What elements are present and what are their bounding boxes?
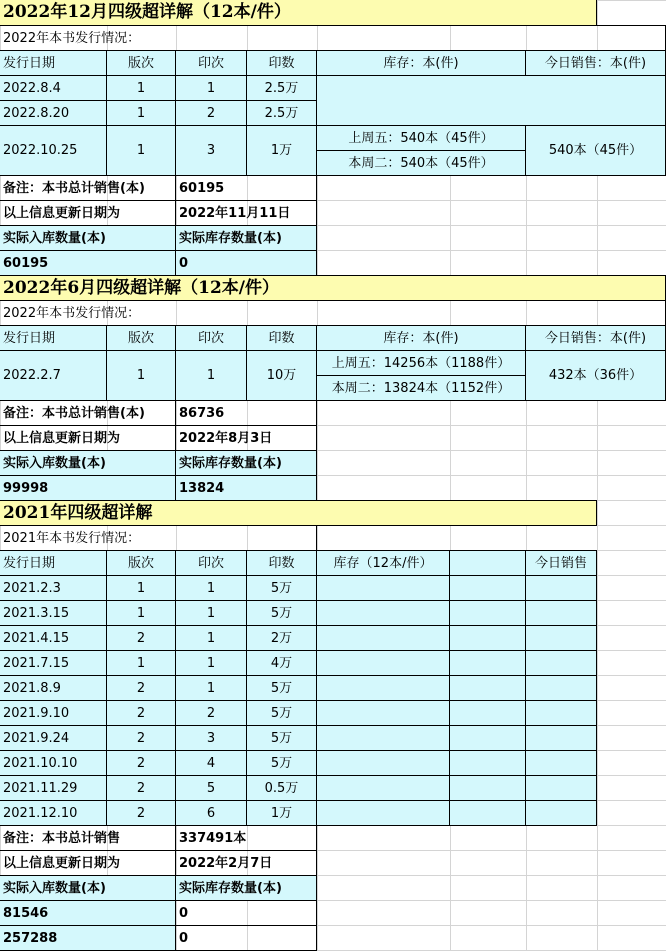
blank-cell xyxy=(525,600,597,626)
edition-cell: 1 xyxy=(106,100,176,126)
date-cell: 2022.8.4 xyxy=(0,75,107,101)
print-cell: 1 xyxy=(175,350,247,401)
blank-cell xyxy=(449,575,526,601)
sales-cell: 540本（45件） xyxy=(525,125,666,176)
header-cell: 印数 xyxy=(246,325,317,351)
edition-cell: 1 xyxy=(106,350,176,401)
update-value: 2022年11月11日 xyxy=(175,200,317,226)
edition-cell: 2 xyxy=(106,675,176,701)
edition-cell: 2 xyxy=(106,800,176,826)
print-cell: 1 xyxy=(175,650,247,676)
quantity-cell: 5万 xyxy=(246,600,317,626)
quantity-cell: 0.5万 xyxy=(246,775,317,801)
print-cell: 1 xyxy=(175,575,247,601)
print-cell: 1 xyxy=(175,75,247,101)
blank-cell xyxy=(525,650,597,676)
edition-cell: 1 xyxy=(106,575,176,601)
header-cell: 发行日期 xyxy=(0,50,107,76)
edition-cell: 2 xyxy=(106,625,176,651)
print-cell: 1 xyxy=(175,675,247,701)
quantity-cell: 5万 xyxy=(246,725,317,751)
section-title: 2022年6月四级超详解（12本/件） xyxy=(0,275,666,301)
section-subtitle: 2022年本书发行情况： xyxy=(0,300,666,326)
note-label: 备注：本书总计销售(本) xyxy=(0,400,176,426)
note-label: 备注：本书总计销售(本) xyxy=(0,175,176,201)
quantity-cell: 5万 xyxy=(246,675,317,701)
in-value: 257288 xyxy=(0,925,176,951)
stock-cell: 上周五：540本（45件） xyxy=(316,125,526,151)
update-label: 以上信息更新日期为 xyxy=(0,200,176,226)
note-label: 备注：本书总计销售 xyxy=(0,825,176,851)
quantity-cell: 2万 xyxy=(246,625,317,651)
date-cell: 2021.12.10 xyxy=(0,800,107,826)
blank-cell xyxy=(449,775,526,801)
date-cell: 2021.7.15 xyxy=(0,650,107,676)
edition-cell: 1 xyxy=(106,600,176,626)
quantity-cell: 1万 xyxy=(246,800,317,826)
blank-cell xyxy=(525,775,597,801)
blank-cell xyxy=(525,575,597,601)
print-cell: 1 xyxy=(175,625,247,651)
header-cell: 版次 xyxy=(106,550,176,576)
blank-cell xyxy=(525,800,597,826)
in-value: 60195 xyxy=(0,250,176,276)
quantity-cell: 10万 xyxy=(246,350,317,401)
blank-cell xyxy=(449,800,526,826)
note-value: 86736 xyxy=(175,400,317,426)
blank-cell xyxy=(316,800,450,826)
blank-cell xyxy=(525,625,597,651)
blank-cell xyxy=(316,725,450,751)
quantity-cell: 5万 xyxy=(246,700,317,726)
quantity-cell: 4万 xyxy=(246,650,317,676)
quantity-cell: 2.5万 xyxy=(246,100,317,126)
blank-cell xyxy=(525,725,597,751)
quantity-cell: 5万 xyxy=(246,750,317,776)
print-cell: 3 xyxy=(175,725,247,751)
in-value: 81546 xyxy=(0,900,176,926)
date-cell: 2021.2.3 xyxy=(0,575,107,601)
date-cell: 2021.9.10 xyxy=(0,700,107,726)
edition-cell: 1 xyxy=(106,650,176,676)
stock-value: 0 xyxy=(175,250,317,276)
header-cell: 版次 xyxy=(106,325,176,351)
header-cell: 库存：本(件) xyxy=(316,325,526,351)
edition-cell: 2 xyxy=(106,750,176,776)
date-cell: 2022.10.25 xyxy=(0,125,107,176)
print-cell: 5 xyxy=(175,775,247,801)
header-cell: 印次 xyxy=(175,550,247,576)
stock-label: 实际库存数量(本) xyxy=(175,450,317,476)
header-cell: 印数 xyxy=(246,550,317,576)
blank-cell xyxy=(449,650,526,676)
header-cell: 印数 xyxy=(246,50,317,76)
stock-cell: 上周五：14256本（1188件） xyxy=(316,350,526,376)
print-cell: 2 xyxy=(175,100,247,126)
stock-label: 实际库存数量(本) xyxy=(175,875,317,901)
stock-value: 0 xyxy=(175,925,317,951)
blank-cell xyxy=(316,75,666,126)
sales-cell: 432本（36件） xyxy=(525,350,666,401)
edition-cell: 1 xyxy=(106,125,176,176)
date-cell: 2021.8.9 xyxy=(0,675,107,701)
header-cell: 库存（12本/件） xyxy=(316,550,450,576)
section-title: 2022年12月四级超详解（12本/件） xyxy=(0,0,597,26)
blank-cell xyxy=(316,700,450,726)
blank-cell xyxy=(316,575,450,601)
blank-cell xyxy=(449,750,526,776)
blank-cell xyxy=(449,725,526,751)
update-value: 2022年2月7日 xyxy=(175,850,317,876)
stock-cell: 本周二：540本（45件） xyxy=(316,150,526,176)
edition-cell: 1 xyxy=(106,75,176,101)
date-cell: 2022.2.7 xyxy=(0,350,107,401)
blank-cell xyxy=(316,775,450,801)
print-cell: 1 xyxy=(175,600,247,626)
update-label: 以上信息更新日期为 xyxy=(0,850,176,876)
blank-cell xyxy=(449,600,526,626)
section-subtitle: 2021年本书发行情况： xyxy=(0,525,317,551)
print-cell: 6 xyxy=(175,800,247,826)
note-value: 337491本 xyxy=(175,825,317,851)
header-cell: 今日销售：本(件) xyxy=(525,50,666,76)
blank-cell xyxy=(316,750,450,776)
stock-cell: 本周二：13824本（1152件） xyxy=(316,375,526,401)
date-cell: 2022.8.20 xyxy=(0,100,107,126)
blank-cell xyxy=(449,700,526,726)
blank-cell xyxy=(449,675,526,701)
header-cell: 库存：本(件) xyxy=(316,50,526,76)
blank-cell xyxy=(525,675,597,701)
update-label: 以上信息更新日期为 xyxy=(0,425,176,451)
blank-cell xyxy=(316,650,450,676)
section-title: 2021年四级超详解 xyxy=(0,500,597,526)
in-label: 实际入库数量(本) xyxy=(0,875,176,901)
date-cell: 2021.3.15 xyxy=(0,600,107,626)
header-cell: 印次 xyxy=(175,325,247,351)
header-cell: 今日销售：本(件) xyxy=(525,325,666,351)
header-cell: 版次 xyxy=(106,50,176,76)
in-label: 实际入库数量(本) xyxy=(0,225,176,251)
quantity-cell: 5万 xyxy=(246,575,317,601)
edition-cell: 2 xyxy=(106,725,176,751)
blank-cell xyxy=(525,700,597,726)
stock-value: 0 xyxy=(175,900,317,926)
quantity-cell: 2.5万 xyxy=(246,75,317,101)
quantity-cell: 1万 xyxy=(246,125,317,176)
edition-cell: 2 xyxy=(106,775,176,801)
note-value: 60195 xyxy=(175,175,317,201)
date-cell: 2021.9.24 xyxy=(0,725,107,751)
header-cell: 今日销售 xyxy=(525,550,597,576)
print-cell: 3 xyxy=(175,125,247,176)
in-label: 实际入库数量(本) xyxy=(0,450,176,476)
blank-cell xyxy=(449,550,526,576)
edition-cell: 2 xyxy=(106,700,176,726)
date-cell: 2021.10.10 xyxy=(0,750,107,776)
print-cell: 4 xyxy=(175,750,247,776)
stock-value: 13824 xyxy=(175,475,317,501)
in-value: 99998 xyxy=(0,475,176,501)
date-cell: 2021.11.29 xyxy=(0,775,107,801)
blank-cell xyxy=(449,625,526,651)
update-value: 2022年8月3日 xyxy=(175,425,317,451)
header-cell: 发行日期 xyxy=(0,325,107,351)
blank-cell xyxy=(525,750,597,776)
print-cell: 2 xyxy=(175,700,247,726)
blank-cell xyxy=(316,600,450,626)
header-cell: 印次 xyxy=(175,50,247,76)
date-cell: 2021.4.15 xyxy=(0,625,107,651)
blank-cell xyxy=(316,625,450,651)
stock-label: 实际库存数量(本) xyxy=(175,225,317,251)
section-subtitle: 2022年本书发行情况： xyxy=(0,25,666,51)
header-cell: 发行日期 xyxy=(0,550,107,576)
blank-cell xyxy=(316,675,450,701)
